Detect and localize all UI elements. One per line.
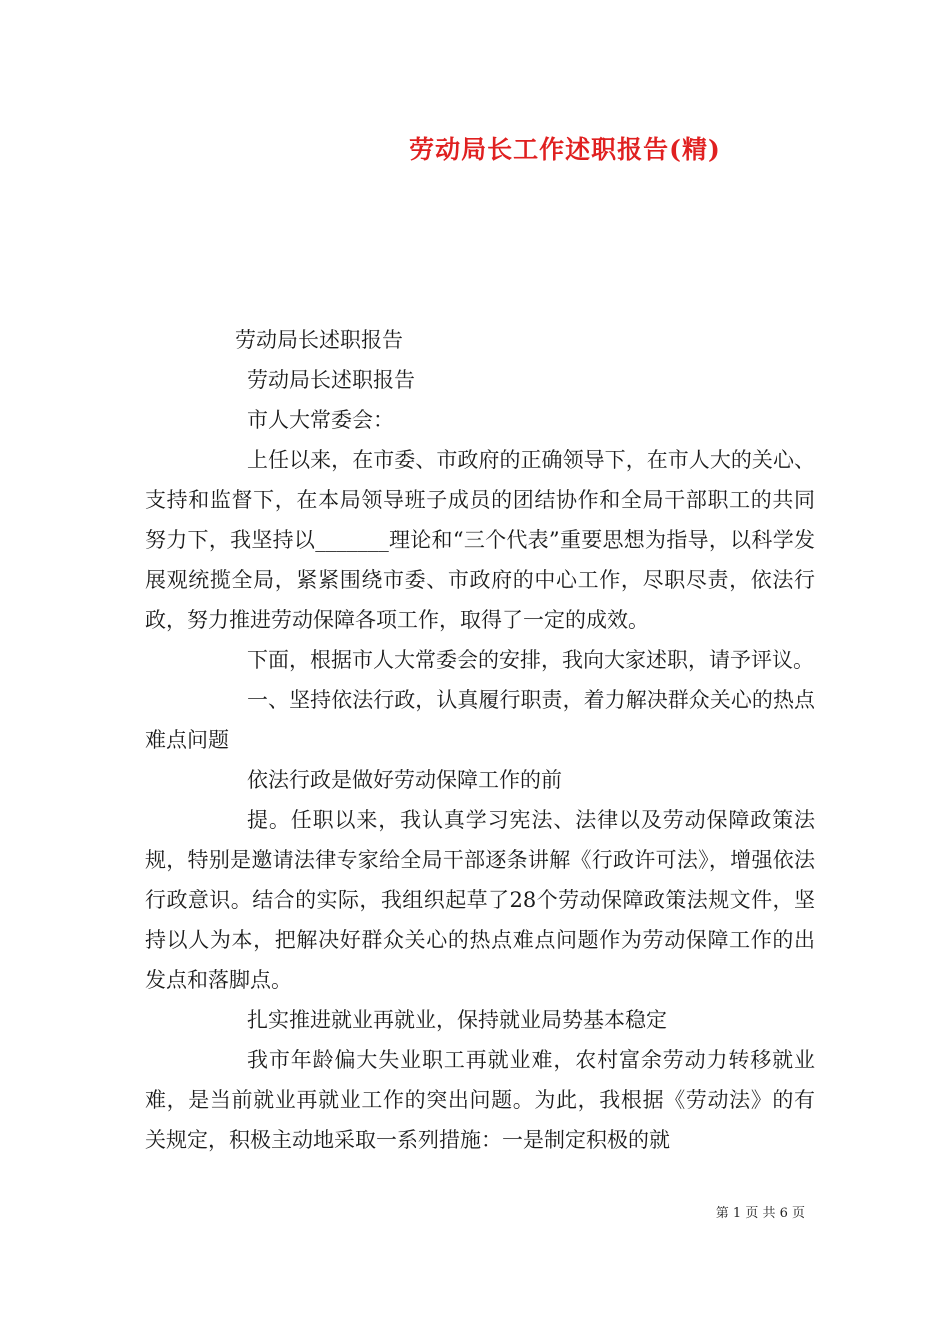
paragraph: 市人大常委会： bbox=[247, 408, 394, 432]
paragraph: 劳动局长述职报告 bbox=[235, 328, 403, 352]
paragraph: 扎实推进就业再就业，保持就业局势基本稳定 bbox=[247, 1008, 667, 1032]
paragraph: 一、坚持依法行政，认真履行职责，着力解决群众关心的热点难点问题 bbox=[145, 688, 815, 752]
document-title bbox=[0, 130, 950, 166]
paragraph: 下面，根据市人大常委会的安排，我向大家述职，请予评议。 bbox=[247, 648, 814, 672]
page-number: 第 1 页 共 6 页 bbox=[715, 1206, 805, 1221]
paragraph: 提。任职以来，我认真学习宪法、法律以及劳动保障政策法规，特别是邀请法律专家给全局干部逐条讲解《行政许可法》，增强依法行政意识。结合的实际，我组织起草了28个劳动保障政策法规文件，坚持以人为本，把解决好群众关心的热点难点问题作为劳动保障工作的出发点和落脚点。 bbox=[145, 808, 815, 992]
document-body bbox=[145, 320, 815, 1160]
paragraph: 依法行政是做好劳动保障工作的前 bbox=[247, 768, 562, 792]
document-title-text: 劳动局长工作述职报告(精) bbox=[409, 135, 721, 164]
paragraph: 上任以来，在市委、市政府的正确领导下，在市人大的关心、支持和监督下，在本局领导班子成员的团结协作和全局干部职工的共同努力下，我坚持以_______理论和“三个代表”重要思想为指导，以科学发展观统揽全局，紧紧围绕市委、市政府的中心工作，尽职尽责，依法行政，努力推进劳动保障各项工作，取得了一定的成效。 bbox=[145, 448, 815, 632]
paragraph: 劳动局长述职报告 bbox=[247, 368, 415, 392]
paragraph: 我市年龄偏大失业职工再就业难，农村富余劳动力转移就业难，是当前就业再就业工作的突出问题。为此，我根据《劳动法》的有关规定，积极主动地采取一系列措施：一是制定积极的就 bbox=[145, 1048, 815, 1152]
